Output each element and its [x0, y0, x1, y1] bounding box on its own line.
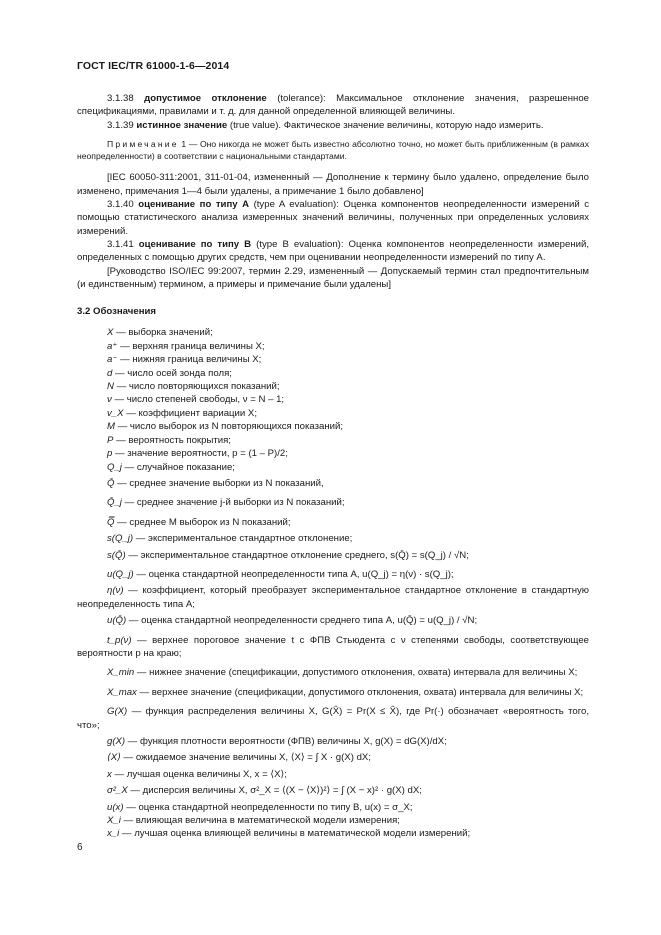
term-3-1-40	[77, 198, 589, 238]
term-3-1-41	[77, 238, 589, 265]
symbol-description: — нижняя граница величины X;	[117, 354, 262, 366]
symbol-item	[77, 584, 589, 611]
symbol: Q̄	[107, 477, 115, 489]
symbol-description: — число выборок из N повторяющихся показаний;	[115, 421, 343, 433]
term-name: допустимое отклонение	[144, 93, 267, 104]
symbol-item	[77, 353, 589, 366]
symbol-description: — функция распределения величины X, G(X̂) = Pr(X ≤ X̂), где Pr(·) обозначает «вероятность того, что»;	[77, 706, 589, 731]
term-3-1-39	[77, 119, 589, 132]
symbol: a⁻	[107, 354, 118, 366]
symbol-item	[77, 702, 589, 735]
symbol-description: — коэффициент, который преобразует экспериментальное стандартное отклонение в стандартную неопределенность типа А;	[77, 585, 589, 610]
symbol: Q̿	[107, 516, 115, 528]
term-number: 3.1.38	[107, 93, 134, 104]
symbol-description: — экспериментальное стандартное отклонение среднего, s(Q̄) = s(Q_j) / √N;	[125, 549, 469, 561]
symbol-description: — среднее M выборок из N показаний;	[114, 516, 291, 528]
symbol: d	[107, 367, 113, 379]
symbol-description: — вероятность покрытия;	[113, 434, 231, 446]
symbol-item	[77, 434, 589, 447]
symbol: σ²_X	[107, 785, 128, 797]
symbol-description: — среднее значение j-й выборки из N показаний;	[121, 497, 345, 509]
symbol-item	[77, 663, 589, 682]
symbol: s(Q_j)	[107, 533, 134, 545]
symbol: g(X)	[107, 736, 126, 748]
symbol: X_max	[107, 686, 137, 698]
symbol-item	[77, 532, 589, 545]
symbol-item	[77, 326, 589, 339]
symbol: s(Q̄)	[107, 549, 126, 561]
symbol-description: — верхнее пороговое значение t с ФПВ Стьюдента с ν степенями свободы, соответствующее вероятности p на краю;	[77, 634, 589, 659]
term-3-1-38	[77, 92, 589, 119]
term-definition: (true value). Фактическое значение величины, которую надо измерить.	[227, 119, 544, 131]
symbol-item	[77, 683, 589, 702]
symbol-description: — число осей зонда поля;	[112, 367, 232, 379]
symbol-item	[77, 768, 589, 781]
symbol-item	[77, 827, 589, 840]
note-label: Примечание	[107, 138, 179, 149]
symbol-item	[77, 631, 589, 664]
term-name: оценивание по типу А	[138, 199, 250, 211]
symbol-item	[77, 781, 589, 800]
symbol: P	[107, 434, 114, 446]
symbol-item	[77, 611, 589, 630]
document-body	[77, 92, 589, 841]
symbol-description: — выборка значений;	[113, 327, 213, 339]
symbol-description: — ожидаемое значение величины X, ⟨X⟩ = ∫ X · g(X) dX;	[120, 752, 371, 764]
symbol-description: — экспериментальное стандартное отклонение;	[133, 533, 353, 545]
symbols-list	[77, 326, 589, 840]
symbol-description: — функция плотности вероятности (ФПВ) величины X, g(X) = dG(X)/dX;	[125, 736, 447, 748]
symbol: v_X	[107, 407, 124, 419]
symbol: x	[107, 768, 112, 780]
symbol: a⁺	[107, 340, 118, 352]
symbol: t_p(ν)	[107, 634, 132, 646]
document-header: ГОСТ IEC/TR 61000-1-6—2014	[77, 60, 230, 72]
symbol-item	[77, 447, 589, 460]
symbol: X_min	[107, 667, 135, 679]
symbol: Q_j	[107, 461, 122, 473]
page-number: 6	[77, 842, 83, 853]
term-definition: (type A evaluation): Оценка компонентов неопределенности измерений с помощью статистического анализа измеренных значений величины, полученных при определенных условиях измерений.	[77, 199, 590, 237]
symbol: u(Q_j)	[107, 568, 134, 580]
symbol-item	[77, 474, 589, 493]
source-reference-1: [IEC 60050-311:2001, 311-01-04, измененный — Дополнение к термину было удалено, определение было изменено, примечания 1—4 были удалены, а примечание 1 было добавлено]	[77, 172, 589, 197]
symbol-description: — значение вероятности, p = (1 – P)/2;	[112, 448, 288, 460]
term-number: 3.1.40	[107, 199, 134, 211]
symbol-item	[77, 801, 589, 814]
symbol-item	[77, 493, 589, 512]
symbol: X	[107, 327, 114, 339]
symbol: p	[107, 448, 113, 460]
symbol: X_i	[107, 815, 121, 827]
symbol-description: — оценка стандартной неопределенности по типу В, u(x) = σ_X;	[123, 801, 413, 813]
symbol-item	[77, 735, 589, 748]
symbol: M	[107, 421, 115, 433]
note-1	[77, 138, 589, 163]
source-reference-2: [Руководство ISO/IEC 99:2007, термин 2.29, измененный — Допускаемый термин стал предпочтительным (и единственным) термином, а примеры и примечание были удалены]	[77, 265, 589, 290]
symbol-item	[77, 380, 589, 393]
symbol: N	[107, 381, 114, 393]
symbol: u(x)	[107, 801, 124, 813]
symbol-description: — лучшая оценка влияющей величины в математической модели измерений;	[119, 828, 471, 840]
section-title: 3.2 Обозначения	[77, 306, 156, 318]
symbol-item	[77, 565, 589, 584]
symbol-description: — среднее значение выборки из N показаний,	[114, 477, 324, 489]
symbol-description: — верхняя граница величины X;	[117, 340, 265, 352]
symbol-item	[77, 367, 589, 380]
symbol: Q̄_j	[107, 497, 122, 509]
term-definition: (type B evaluation): Оценка компонентов неопределенности измерений, определенных с помощью других средств, чем при оценивании неопределенности измерений по типу А.	[77, 238, 589, 264]
symbol: u(Q̄)	[107, 615, 127, 627]
note-text: 1 — Оно никогда не может быть известно абсолютно точно, но может быть приближенным (в рамках неопределенности) в соответствии с национальными стандартами.	[77, 138, 589, 162]
term-name: истинное значение	[136, 119, 228, 131]
symbol-description: — оценка стандартной неопределенности среднего типа А, u(Q̄) = u(Q_j) / √N;	[126, 615, 478, 627]
symbol-description: — верхнее значение (спецификации, допустимого отклонения, охвата) интервала для величины X;	[136, 686, 584, 698]
term-name: оценивание по типу В	[138, 238, 252, 250]
symbol-item	[77, 407, 589, 420]
symbol: G(X)	[107, 706, 128, 718]
symbol: x_i	[107, 828, 120, 840]
symbol-description: — дисперсия величины X, σ²_X = ⟨(X − ⟨X⟩)²⟩ = ∫ (X − x)² · g(X) dX;	[127, 785, 422, 797]
symbol: η(ν)	[107, 585, 124, 597]
symbol-item	[77, 393, 589, 406]
symbol-description: — случайное показание;	[121, 461, 235, 473]
symbol-item	[77, 546, 589, 565]
term-definition: (tolerance): Максимальное отклонение значения, разрешенное спецификациями, правилами и т. д. для данной определенной влияющей величины.	[77, 93, 589, 118]
symbol-description: — число повторяющихся показаний;	[113, 381, 280, 393]
symbol-item	[77, 461, 589, 474]
term-number: 3.1.41	[107, 238, 134, 250]
symbol-item	[77, 420, 589, 433]
symbol-description: — лучшая оценка величины X, x = ⟨X⟩;	[111, 768, 287, 780]
symbol-description: — влияющая величина в математической модели измерения;	[120, 815, 400, 827]
symbol-item	[77, 748, 589, 767]
symbol-item	[77, 513, 589, 532]
symbol: ν	[107, 394, 112, 406]
symbol-item	[77, 814, 589, 827]
symbol-description: — оценка стандартной неопределенности типа А, u(Q_j) = η(ν) · s(Q_j);	[133, 568, 454, 580]
symbol-description: — коэффициент вариации X;	[123, 407, 257, 419]
symbol-item	[77, 340, 589, 353]
symbol-description: — число степеней свободы, ν = N – 1;	[111, 394, 285, 406]
symbol-description: — нижнее значение (спецификации, допустимого отклонения, охвата) интервала для величины X;	[134, 667, 578, 679]
symbol: ⟨X⟩	[107, 752, 121, 764]
term-number: 3.1.39	[107, 119, 134, 131]
